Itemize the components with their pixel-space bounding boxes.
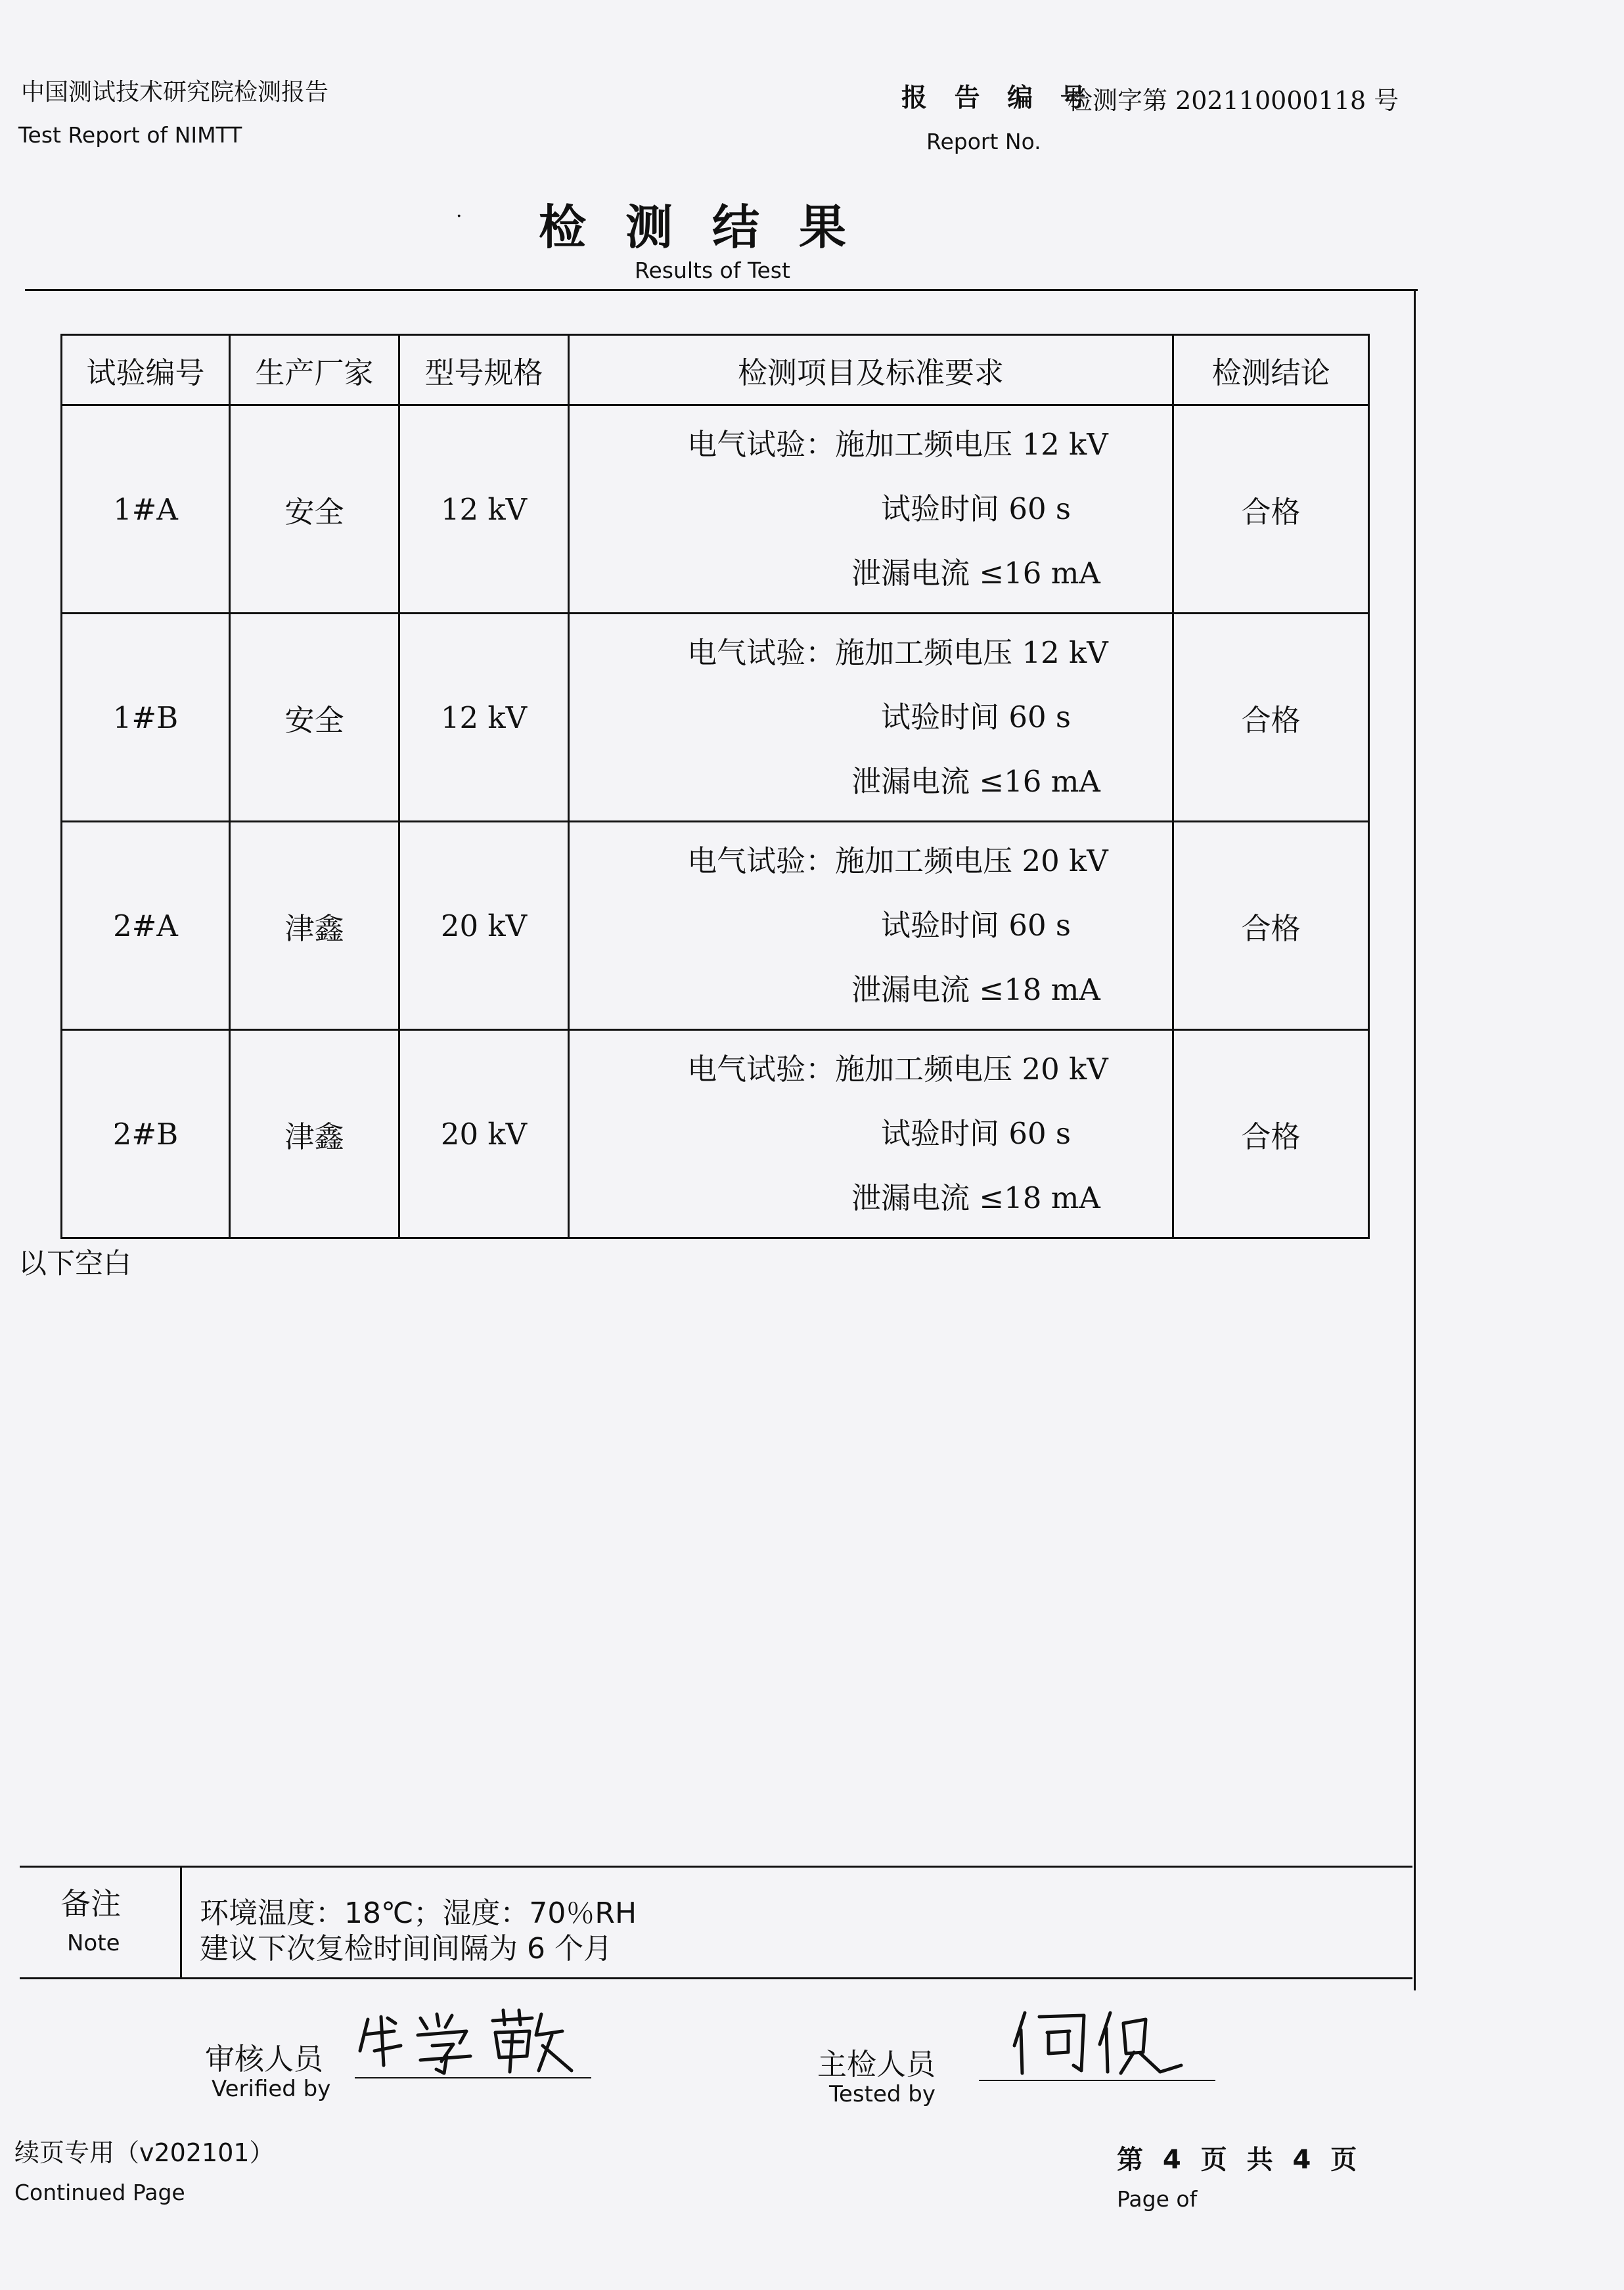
cell-result: 合格	[1173, 822, 1369, 1030]
cell-spec: 20 kV	[399, 1030, 569, 1238]
remark-recheck-interval: 建议下次复检时间间隔为 6 个月	[200, 1932, 612, 1965]
requirement-leakage: 泄漏电流 ≤18 mA	[851, 1180, 1100, 1215]
tested-by-label: 主检人员	[817, 2047, 936, 2082]
col-header-requirements: 检测项目及标准要求	[569, 335, 1173, 405]
page-number: 第 4 页 共 4 页	[1117, 2145, 1363, 2175]
continued-page-label-en: Continued Page	[14, 2180, 185, 2205]
remark-environment: 环境温度：18℃；湿度：70％RH	[200, 1897, 637, 1930]
requirement-voltage: 电气试验：施加工频电压 20 kV	[687, 1052, 1108, 1087]
cell-result: 合格	[1173, 614, 1369, 822]
requirement-voltage: 电气试验：施加工频电压 12 kV	[687, 635, 1108, 670]
requirement-duration: 试验时间 60 s	[881, 1116, 1071, 1151]
remark-bottom-line	[20, 1977, 1412, 1979]
cell-requirements	[569, 1030, 1173, 1238]
requirement-duration: 试验时间 60 s	[881, 908, 1071, 943]
report-no-label: 报 告 编 号	[901, 83, 1095, 113]
cell-maker: 津鑫	[230, 822, 399, 1030]
blank-below-note: 以下空白	[18, 1247, 131, 1280]
requirement-voltage: 电气试验：施加工频电压 20 kV	[687, 843, 1108, 878]
remark-label-en: Note	[67, 1930, 120, 1956]
verified-by-label-en: Verified by	[212, 2076, 331, 2102]
remark-top-line	[20, 1866, 1412, 1868]
requirement-voltage: 电气试验：施加工频电压 12 kV	[687, 427, 1108, 462]
report-no-value: 检测字第 202110000118 号	[1068, 86, 1399, 115]
cell-maker: 安全	[230, 614, 399, 822]
org-name-en: Test Report of NIMTT	[18, 122, 242, 148]
cell-result: 合格	[1173, 405, 1369, 614]
cell-result: 合格	[1173, 1030, 1369, 1238]
remark-label: 备注	[60, 1886, 121, 1921]
table-row	[62, 405, 1369, 614]
cell-maker: 津鑫	[230, 1030, 399, 1238]
tested-by-label-en: Tested by	[829, 2081, 936, 2107]
table-row	[62, 1030, 1369, 1238]
page-number-en: Page of	[1117, 2186, 1198, 2212]
cell-spec: 20 kV	[399, 822, 569, 1030]
remark-divider	[180, 1866, 182, 1977]
col-header-result: 检测结论	[1173, 335, 1369, 405]
cell-requirements	[569, 614, 1173, 822]
requirement-leakage: 泄漏电流 ≤18 mA	[851, 972, 1100, 1007]
org-name: 中国测试技术研究院检测报告	[21, 79, 329, 106]
cell-requirements	[569, 405, 1173, 614]
col-header-id: 试验编号	[62, 335, 230, 405]
cell-requirements	[569, 822, 1173, 1030]
cell-id: 2#B	[62, 1030, 230, 1238]
col-header-spec: 型号规格	[399, 335, 569, 405]
col-header-maker: 生产厂家	[230, 335, 399, 405]
cell-id: 2#A	[62, 822, 230, 1030]
table-header-row	[62, 335, 1369, 405]
verified-by-label: 审核人员	[205, 2042, 324, 2077]
page-title: 检测结果	[539, 200, 886, 255]
requirement-leakage: 泄漏电流 ≤16 mA	[851, 556, 1100, 591]
cell-spec: 12 kV	[399, 614, 569, 822]
tester-signature	[1005, 2006, 1189, 2078]
requirement-leakage: 泄漏电流 ≤16 mA	[851, 764, 1100, 799]
verifier-signature	[355, 2005, 591, 2077]
continued-page-label: 续页专用（v202101）	[14, 2138, 275, 2167]
results-table	[60, 334, 1370, 1239]
frame-right-line	[1414, 289, 1416, 1990]
scan-dot: ·	[456, 205, 462, 228]
frame-top-line	[25, 289, 1418, 291]
cell-spec: 12 kV	[399, 405, 569, 614]
requirement-duration: 试验时间 60 s	[881, 700, 1071, 734]
cell-id: 1#B	[62, 614, 230, 822]
verifier-signature-line	[355, 2077, 591, 2078]
cell-maker: 安全	[230, 405, 399, 614]
report-no-label-en: Report No.	[926, 129, 1041, 154]
table-row	[62, 614, 1369, 822]
tester-signature-line	[979, 2080, 1215, 2081]
table-row	[62, 822, 1369, 1030]
page-title-en: Results of Test	[635, 258, 790, 283]
requirement-duration: 试验时间 60 s	[881, 491, 1071, 526]
cell-id: 1#A	[62, 405, 230, 614]
